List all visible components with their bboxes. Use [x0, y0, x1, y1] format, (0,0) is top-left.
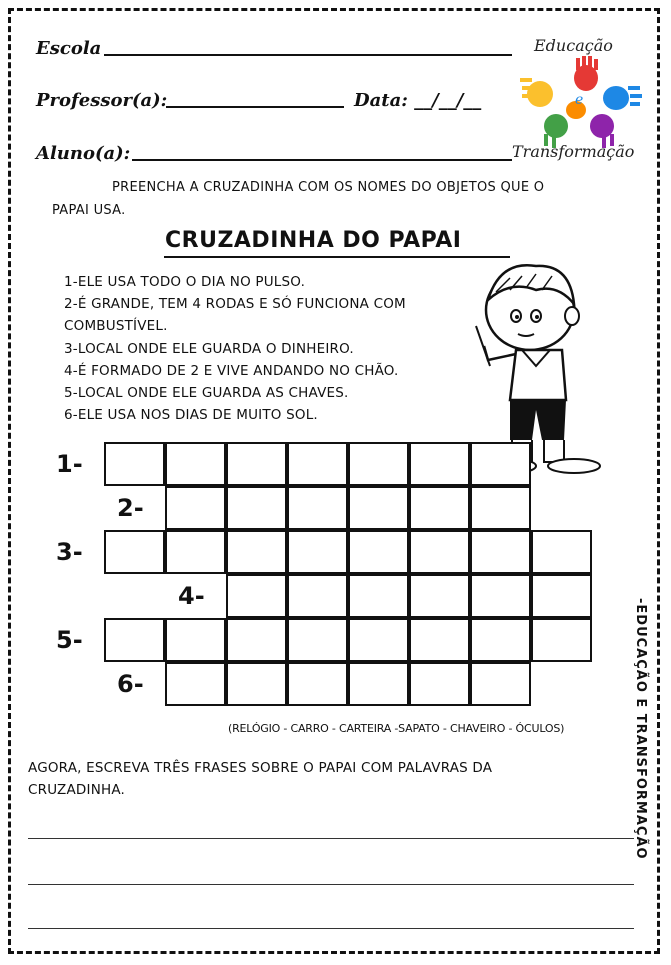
- logo-top-text: Educação: [534, 36, 613, 55]
- crossword-cell[interactable]: [348, 618, 409, 662]
- crossword-cell[interactable]: [470, 618, 531, 662]
- instruction-line-1: PREENCHA A CRUZADINHA COM OS NOMES DO OBJETOS QUE O: [112, 180, 545, 195]
- crossword-cell[interactable]: [409, 618, 470, 662]
- clue-5: 5-LOCAL ONDE ELE GUARDA AS CHAVES.: [64, 385, 349, 401]
- writing-line-3[interactable]: [28, 928, 634, 929]
- crossword-cell[interactable]: [348, 486, 409, 530]
- crossword-cell[interactable]: [531, 618, 592, 662]
- instruction-line-2: PAPAI USA.: [52, 203, 126, 218]
- crossword-cell[interactable]: [165, 530, 226, 574]
- clue-4: 4-É FORMADO DE 2 E VIVE ANDANDO NO CHÃO.: [64, 363, 399, 379]
- crossword-cell[interactable]: [226, 618, 287, 662]
- crossword-cell[interactable]: [348, 662, 409, 706]
- row-number-1: 1-: [56, 450, 83, 478]
- logo-bottom-text: Transformação: [512, 142, 635, 161]
- crossword-cell[interactable]: [104, 442, 165, 486]
- crossword-cell[interactable]: [348, 574, 409, 618]
- crossword-cell[interactable]: [226, 574, 287, 618]
- hand-blue-icon: [603, 86, 642, 110]
- hand-yellow-icon: [520, 78, 553, 107]
- crossword-cell[interactable]: [165, 442, 226, 486]
- page-title: CRUZADINHA DO PAPAI: [165, 228, 462, 253]
- row-number-3: 3-: [56, 538, 83, 566]
- crossword-cell[interactable]: [470, 662, 531, 706]
- row-number-6: 6-: [117, 670, 144, 698]
- crossword-cell[interactable]: [470, 442, 531, 486]
- crossword-cell[interactable]: [165, 618, 226, 662]
- row-number-2: 2-: [117, 494, 144, 522]
- crossword-cell[interactable]: [287, 442, 348, 486]
- crossword-cell[interactable]: [287, 574, 348, 618]
- bottom-instruction-line-1: AGORA, ESCREVA TRÊS FRASES SOBRE O PAPAI COM PALAVRAS DA: [28, 760, 493, 776]
- crossword-cell[interactable]: [531, 574, 592, 618]
- crossword-cell[interactable]: [104, 530, 165, 574]
- crossword-cell[interactable]: [348, 442, 409, 486]
- crossword-cell[interactable]: [409, 442, 470, 486]
- crossword-cell[interactable]: [409, 662, 470, 706]
- crossword-cell[interactable]: [165, 486, 226, 530]
- row-number-5: 5-: [56, 626, 83, 654]
- logo-middle-text: e: [575, 92, 584, 108]
- crossword-cell[interactable]: [226, 442, 287, 486]
- crossword-cell[interactable]: [470, 486, 531, 530]
- clue-3: 3-LOCAL ONDE ELE GUARDA O DINHEIRO.: [64, 341, 354, 357]
- clue-2-continued: COMBUSTÍVEL.: [64, 318, 168, 334]
- crossword-cell[interactable]: [226, 662, 287, 706]
- crossword-cell[interactable]: [531, 530, 592, 574]
- writing-line-1[interactable]: [28, 838, 634, 839]
- crossword-cell[interactable]: [348, 530, 409, 574]
- professor-line[interactable]: [166, 106, 344, 108]
- crossword-cell[interactable]: [409, 530, 470, 574]
- row-number-4: 4-: [178, 582, 205, 610]
- aluno-line[interactable]: [132, 159, 512, 161]
- crossword-cell[interactable]: [287, 618, 348, 662]
- crossword-cell[interactable]: [287, 486, 348, 530]
- bottom-instruction-line-2: CRUZADINHA.: [28, 782, 126, 798]
- clue-1: 1-ELE USA TODO O DIA NO PULSO.: [64, 274, 306, 290]
- crossword-cell[interactable]: [470, 530, 531, 574]
- side-vertical-text: -EDUCAÇÃO E TRANSFORMAÇÃO: [633, 598, 648, 860]
- hand-red-icon: [574, 56, 598, 91]
- escola-label: Escola: [36, 38, 102, 59]
- crossword-cell[interactable]: [226, 530, 287, 574]
- data-label: Data: __/__/__: [354, 90, 482, 111]
- writing-line-2[interactable]: [28, 884, 634, 885]
- escola-line[interactable]: [104, 54, 512, 56]
- title-underline: [164, 256, 510, 258]
- crossword-cell[interactable]: [409, 574, 470, 618]
- aluno-label: Aluno(a):: [36, 143, 131, 164]
- crossword-cell[interactable]: [104, 618, 165, 662]
- word-bank: (RELÓGIO - CARRO - CARTEIRA -SAPATO - CHAVEIRO - ÓCULOS): [228, 722, 565, 735]
- crossword-cell[interactable]: [226, 486, 287, 530]
- crossword-cell[interactable]: [470, 574, 531, 618]
- clue-6: 6-ELE USA NOS DIAS DE MUITO SOL.: [64, 407, 318, 423]
- professor-label: Professor(a):: [36, 90, 168, 111]
- crossword-cell[interactable]: [287, 530, 348, 574]
- crossword-cell[interactable]: [165, 662, 226, 706]
- clue-2: 2-É GRANDE, TEM 4 RODAS E SÓ FUNCIONA COM: [64, 296, 406, 312]
- crossword-cell[interactable]: [287, 662, 348, 706]
- crossword-cell[interactable]: [409, 486, 470, 530]
